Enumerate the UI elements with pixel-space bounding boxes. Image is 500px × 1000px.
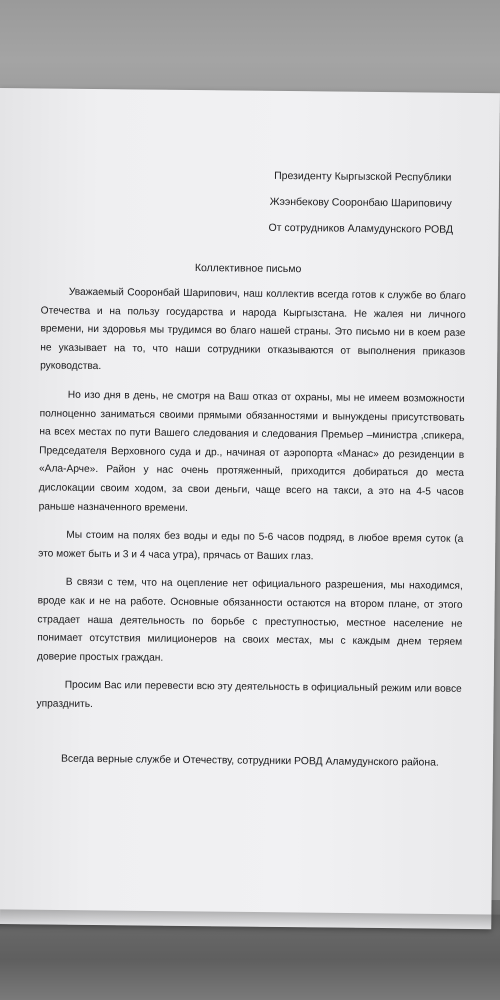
addressee-block xyxy=(228,162,479,243)
paragraph-2: Но изо дня в день, не смотря на Ваш отказ от охраны, мы не имеем возможности полноценно заниматься своими прямыми обязанностями и вынуждены присутствовать на всех местах по пути Вашего следования и следования Премьер –министра ,спикера, Председателя Верховного суда и др., начиная от аэропорта «Манас» до резиденции в «Ала-Арче». Район у нас очень протяженный, приходится добираться до места дислокации своим ходом, за свои деньги, чаще всего на такси, а это на 4-5 часов раньше назначенного времени. xyxy=(38,389,465,514)
paragraph-1: Уважаемый Сооронбай Шарипович, наш коллектив всегда готов к службе во благо Отечества и на пользу государства и народа Кыргызстана. Не жалея ни личного времени, ни здоровья мы трудимся во благо нашей страны. Это письмо ни в коем разе не указывает на то, что наши сотрудники отказываются от выполнения приказов руководства. xyxy=(40,286,466,373)
paragraph-4: В связи с тем, что на оцепление нет официального разрешения, мы находимся, вроде как и не на работе. Основные обязанности остаются на втором плане, от этого страдает наша деятельность по борьбе с преступностью, местное население не понимает отсутствия милиционеров на своих местах, мы с каждым днем теряем доверие простых граждан. xyxy=(36,577,463,664)
letter-body xyxy=(36,283,466,728)
addressee-line-2: Жээнбекову Сооронбаю Шариповичу xyxy=(269,195,452,210)
addressee-line-3: От сотрудников Аламудунского РОВД xyxy=(268,221,454,236)
paragraph-5: Просим Вас или перевести всю эту деятельность в официальный режим или вовсе упразднить. xyxy=(36,679,462,710)
letter-sheet xyxy=(0,88,500,929)
addressee-line-1: Президенту Кыргызской Республики xyxy=(274,169,452,184)
letter-closing: Всегда верные службе и Отечеству, сотрудники РОВД Аламудунского района. xyxy=(60,753,439,769)
background-top xyxy=(0,0,500,100)
letter-title: Коллективное письмо xyxy=(194,262,302,276)
paragraph-3: Мы стоим на полях без воды и еды по 5-6 часов подряд, в любое время суток (а это может быть и 3 и 4 часа утра), прячась от Ваших глаз. xyxy=(38,529,464,563)
